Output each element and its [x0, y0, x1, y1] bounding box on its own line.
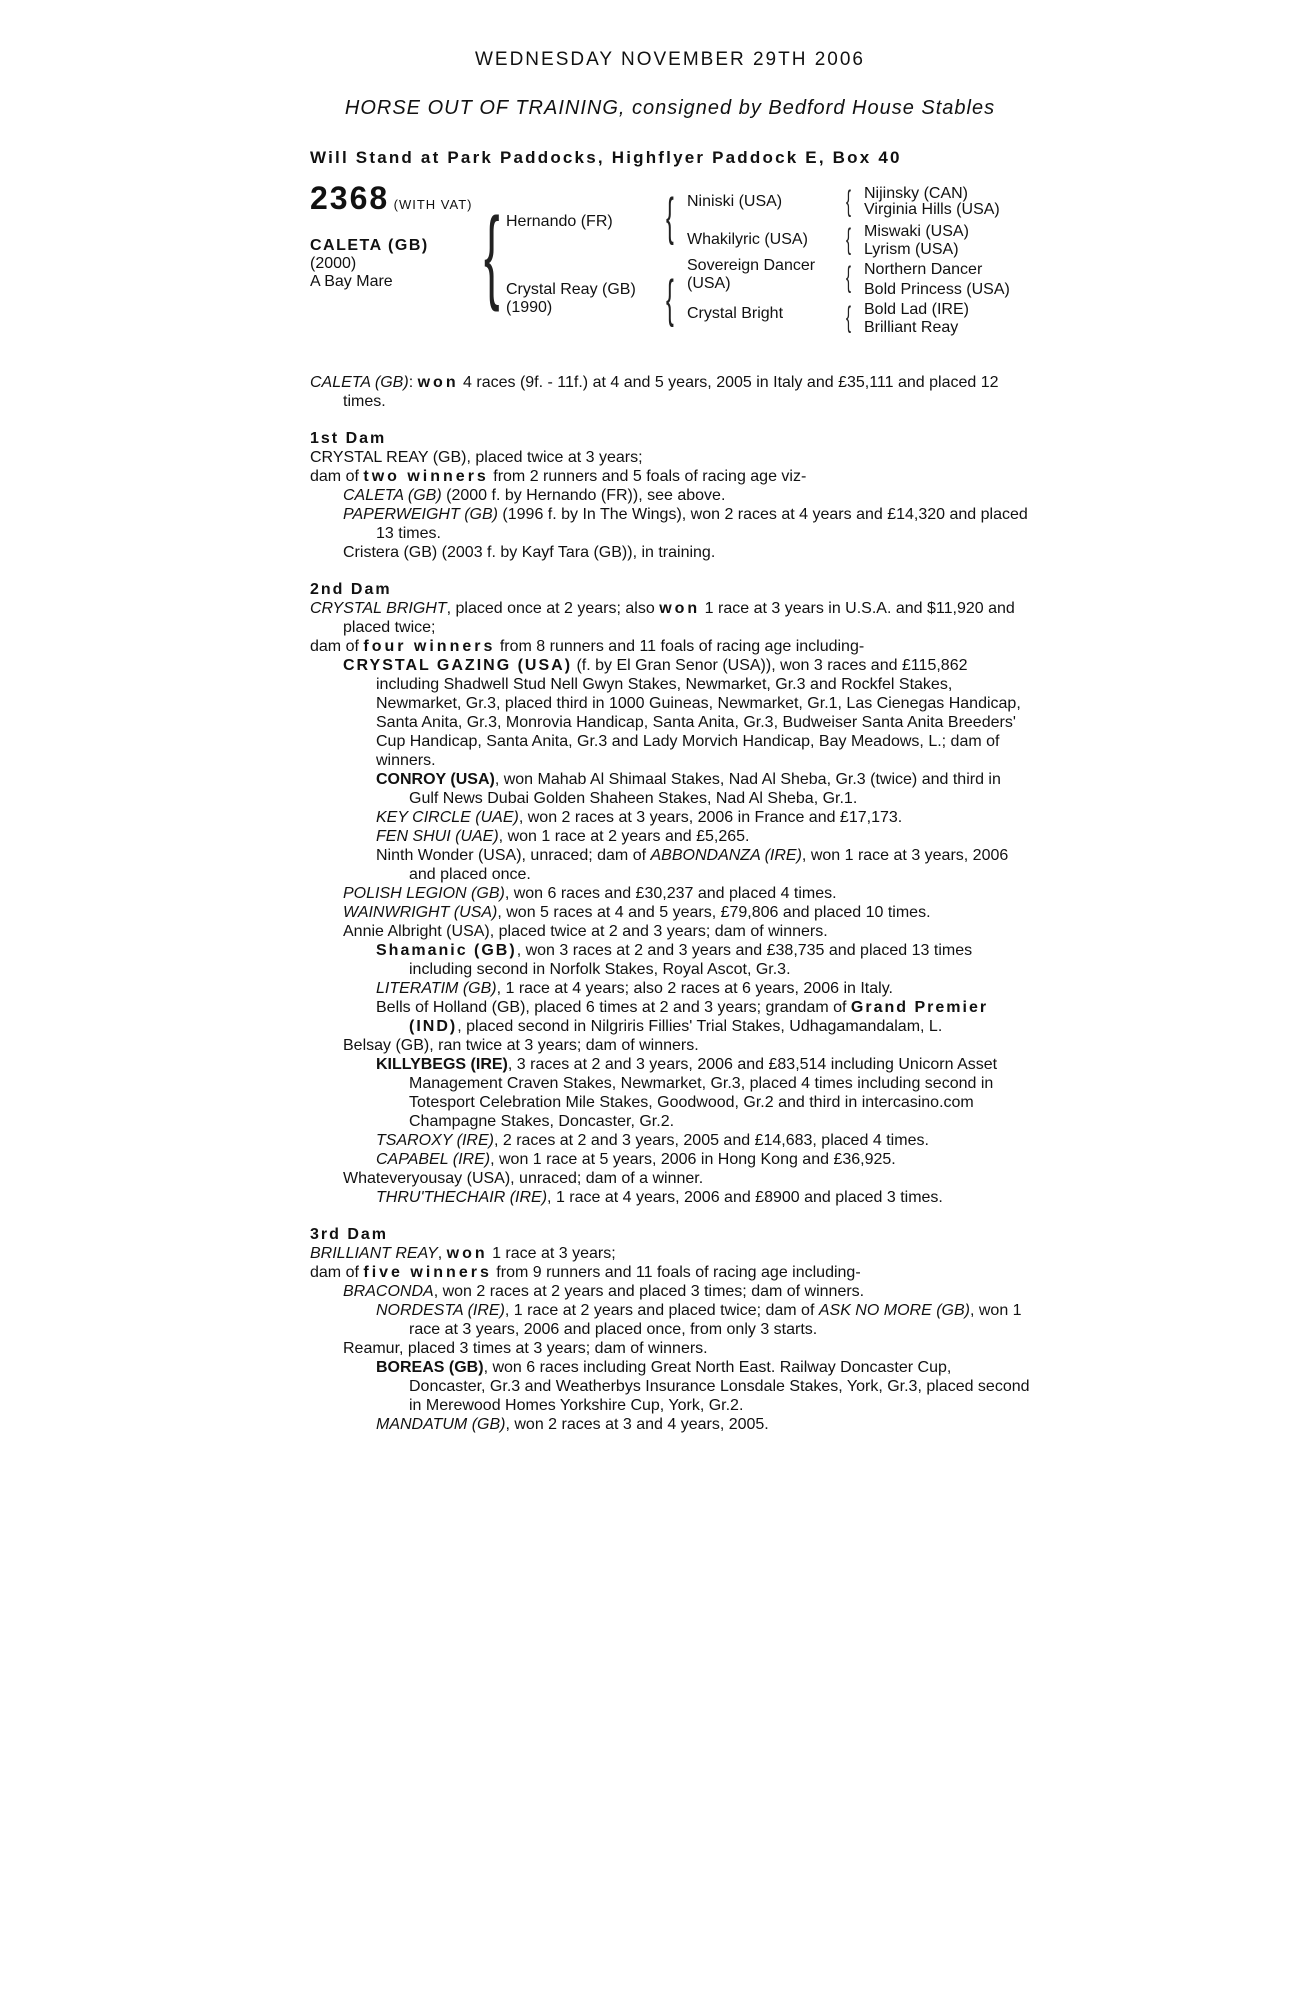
list-item: FEN SHUI (UAE), won 1 race at 2 years and £5,265.: [376, 828, 750, 845]
vat-note: (WITH VAT): [393, 197, 473, 212]
list-item: KEY CIRCLE (UAE), won 2 races at 3 years, 2006 in France and £17,173.: [376, 809, 903, 826]
first-dam-line: CRYSTAL REAY (GB), placed twice at 3 years;: [310, 449, 643, 466]
pedigree-dam-sire-line1: Sovereign Dancer: [687, 257, 816, 274]
pedigree-sds: Miswaki (USA): [864, 223, 969, 240]
foaling-year: (2000): [310, 255, 357, 272]
list-item: NORDESTA (IRE), 1 race at 2 years and placed twice; dam of ASK NO MORE (GB), won 1 race at 3 years, 2006 and placed once, from only 3 starts.: [376, 1302, 1022, 1338]
list-item: TSAROXY (IRE), 2 races at 2 and 3 years, 2005 and £14,683, placed 4 times.: [376, 1132, 929, 1149]
list-item: Whateveryousay (USA), unraced; dam of a winner.: [343, 1170, 704, 1187]
list-item: WAINWRIGHT (USA), won 5 races at 4 and 5 years, £79,806 and placed 10 times.: [343, 904, 931, 921]
horse-description: A Bay Mare: [310, 273, 393, 290]
brace-dam-parents: {: [666, 270, 674, 328]
second-dam-produce: dam of four winners from 8 runners and 11 foals of racing age including-: [310, 638, 865, 655]
pedigree-dam-line2: (1990): [506, 299, 553, 316]
list-item: MANDATUM (GB), won 2 races at 3 and 4 years, 2005.: [376, 1416, 769, 1433]
catalogue-page: [310, 46, 1030, 1434]
list-item: POLISH LEGION (GB), won 6 races and £30,237 and placed 4 times.: [343, 885, 837, 902]
pedigree-dss: Northern Dancer: [864, 261, 983, 278]
first-dam-heading: 1st Dam: [310, 430, 387, 447]
list-item: BRACONDA, won 2 races at 2 years and placed 3 times; dam of winners.: [343, 1283, 865, 1300]
lot-number: 2368: [310, 180, 390, 216]
list-item: Shamanic (GB), won 3 races at 2 and 3 years and £38,735 and placed 13 times including second in Norfolk Stakes, Royal Ascot, Gr.3.: [376, 942, 973, 978]
lot-header: [310, 180, 473, 216]
pedigree-sss: Nijinsky (CAN): [864, 185, 968, 202]
list-item: BOREAS (GB), won 6 races including Great North East. Railway Doncaster Cup, Doncaster, Gr.3 and Weatherbys Insurance Lonsdale Stakes, York, Gr.3, placed second in Merewood Homes Yorkshire Cup, York, Gr.2.: [376, 1359, 1030, 1414]
pedigree-table: [310, 180, 1030, 349]
list-item: CALETA (GB) (2000 f. by Hernando (FR)), see above.: [343, 487, 726, 504]
list-item: Bells of Holland (GB), placed 6 times at 2 and 3 years; grandam of Grand Premier (IND), placed second in Nilgriris Fillies' Trial Stakes, Udhagamandalam, L.: [376, 999, 989, 1035]
pedigree-sdd: Lyrism (USA): [864, 241, 959, 258]
horse-name: CALETA (GB): [310, 237, 429, 254]
list-item: Belsay (GB), ran twice at 3 years; dam of winners.: [343, 1037, 699, 1054]
race-record-body: [310, 373, 1030, 1434]
pedigree-dds: Bold Lad (IRE): [864, 301, 969, 318]
pedigree-sire: Hernando (FR): [506, 213, 613, 230]
sale-date: WEDNESDAY NOVEMBER 29TH 2006: [474, 49, 865, 70]
pedigree-dam-dam: Crystal Bright: [687, 305, 784, 322]
third-dam-heading: 3rd Dam: [310, 1226, 389, 1243]
consignment-line: HORSE OUT OF TRAINING, consigned by Bedford House Stables: [344, 97, 996, 119]
pedigree-ddd: Brilliant Reay: [864, 319, 959, 336]
brace-gen3-2: {: [846, 223, 852, 256]
pedigree-dsd: Bold Princess (USA): [864, 281, 1010, 298]
first-dam-produce: dam of two winners from 2 runners and 5 foals of racing age viz-: [310, 468, 807, 485]
brace-gen3-4: {: [846, 301, 852, 334]
racing-record: CALETA (GB): won 4 races (9f. - 11f.) at 4 and 5 years, 2005 in Italy and £35,111 and placed 12 times.: [310, 374, 999, 410]
list-item: CRYSTAL GAZING (USA) (f. by El Gran Senor (USA)), won 3 races and £115,862 including Shadwell Stud Nell Gwyn Stakes, Newmarket, Gr.3 and Rockfel Stakes, Newmarket, Gr.3, placed third in 1000 Guineas, Newmarket, Gr.1, Las Cienegas Handicap, Santa Anita, Gr.3, Monrovia Handicap, Santa Anita, Gr.3, Budweiser Santa Anita Breeders' Cup Handicap, Santa Anita, Gr.3 and Lady Morvich Handicap, Bay Meadows, L.; dam of winners.: [343, 657, 1021, 769]
pedigree-ssd: Virginia Hills (USA): [864, 201, 1000, 218]
brace-gen3-3: {: [846, 261, 852, 294]
list-item: Reamur, placed 3 times at 3 years; dam of winners.: [343, 1340, 708, 1357]
third-dam-produce: dam of five winners from 9 runners and 11 foals of racing age including-: [310, 1264, 861, 1281]
list-item: CONROY (USA), won Mahab Al Shimaal Stakes, Nad Al Sheba, Gr.3 (twice) and third in Gulf News Dubai Golden Shaheen Stakes, Nad Al Sheba, Gr.1.: [376, 771, 1001, 807]
list-item: Annie Albright (USA), placed twice at 2 and 3 years; dam of winners.: [343, 923, 828, 940]
pedigree-sire-dam: Whakilyric (USA): [687, 231, 808, 248]
list-item: THRU'THECHAIR (IRE), 1 race at 4 years, 2006 and £8900 and placed 3 times.: [376, 1189, 943, 1206]
brace-gen3-1: {: [846, 185, 852, 218]
third-dam-line: BRILLIANT REAY, won 1 race at 3 years;: [310, 1245, 616, 1262]
second-dam-heading: 2nd Dam: [310, 581, 392, 598]
list-item: Cristera (GB) (2003 f. by Kayf Tara (GB)), in training.: [343, 544, 716, 561]
list-item: PAPERWEIGHT (GB) (1996 f. by In The Wings), won 2 races at 4 years and £14,320 and placed 13 times.: [343, 506, 1028, 542]
list-item: LITERATIM (GB), 1 race at 4 years; also 2 races at 6 years, 2006 in Italy.: [376, 980, 893, 997]
brace-sire-parents: {: [666, 188, 674, 246]
list-item: CAPABEL (IRE), won 1 race at 5 years, 2006 in Hong Kong and £36,925.: [376, 1151, 896, 1168]
pedigree-sire-sire: Niniski (USA): [687, 193, 783, 210]
brace-sire-dam: {: [484, 197, 500, 313]
list-item: Ninth Wonder (USA), unraced; dam of ABBONDANZA (IRE), won 1 race at 3 years, 2006 and placed once.: [376, 847, 1009, 883]
pedigree-dam-sire-line2: (USA): [687, 275, 731, 292]
second-dam-line: CRYSTAL BRIGHT, placed once at 2 years; also won 1 race at 3 years in U.S.A. and $11,920 and placed twice;: [310, 600, 1015, 636]
stand-location: Will Stand at Park Paddocks, Highflyer Paddock E, Box 40: [310, 148, 902, 167]
pedigree-dam-line1: Crystal Reay (GB): [506, 281, 636, 298]
list-item: KILLYBEGS (IRE), 3 races at 2 and 3 years, 2006 and £83,514 including Unicorn Asset Management Craven Stakes, Newmarket, Gr.3, placed 4 times including second in Totesport Celebration Mile Stakes, Goodwood, Gr.2 and third in intercasino.com Champagne Stakes, Doncaster, Gr.2.: [376, 1056, 998, 1130]
